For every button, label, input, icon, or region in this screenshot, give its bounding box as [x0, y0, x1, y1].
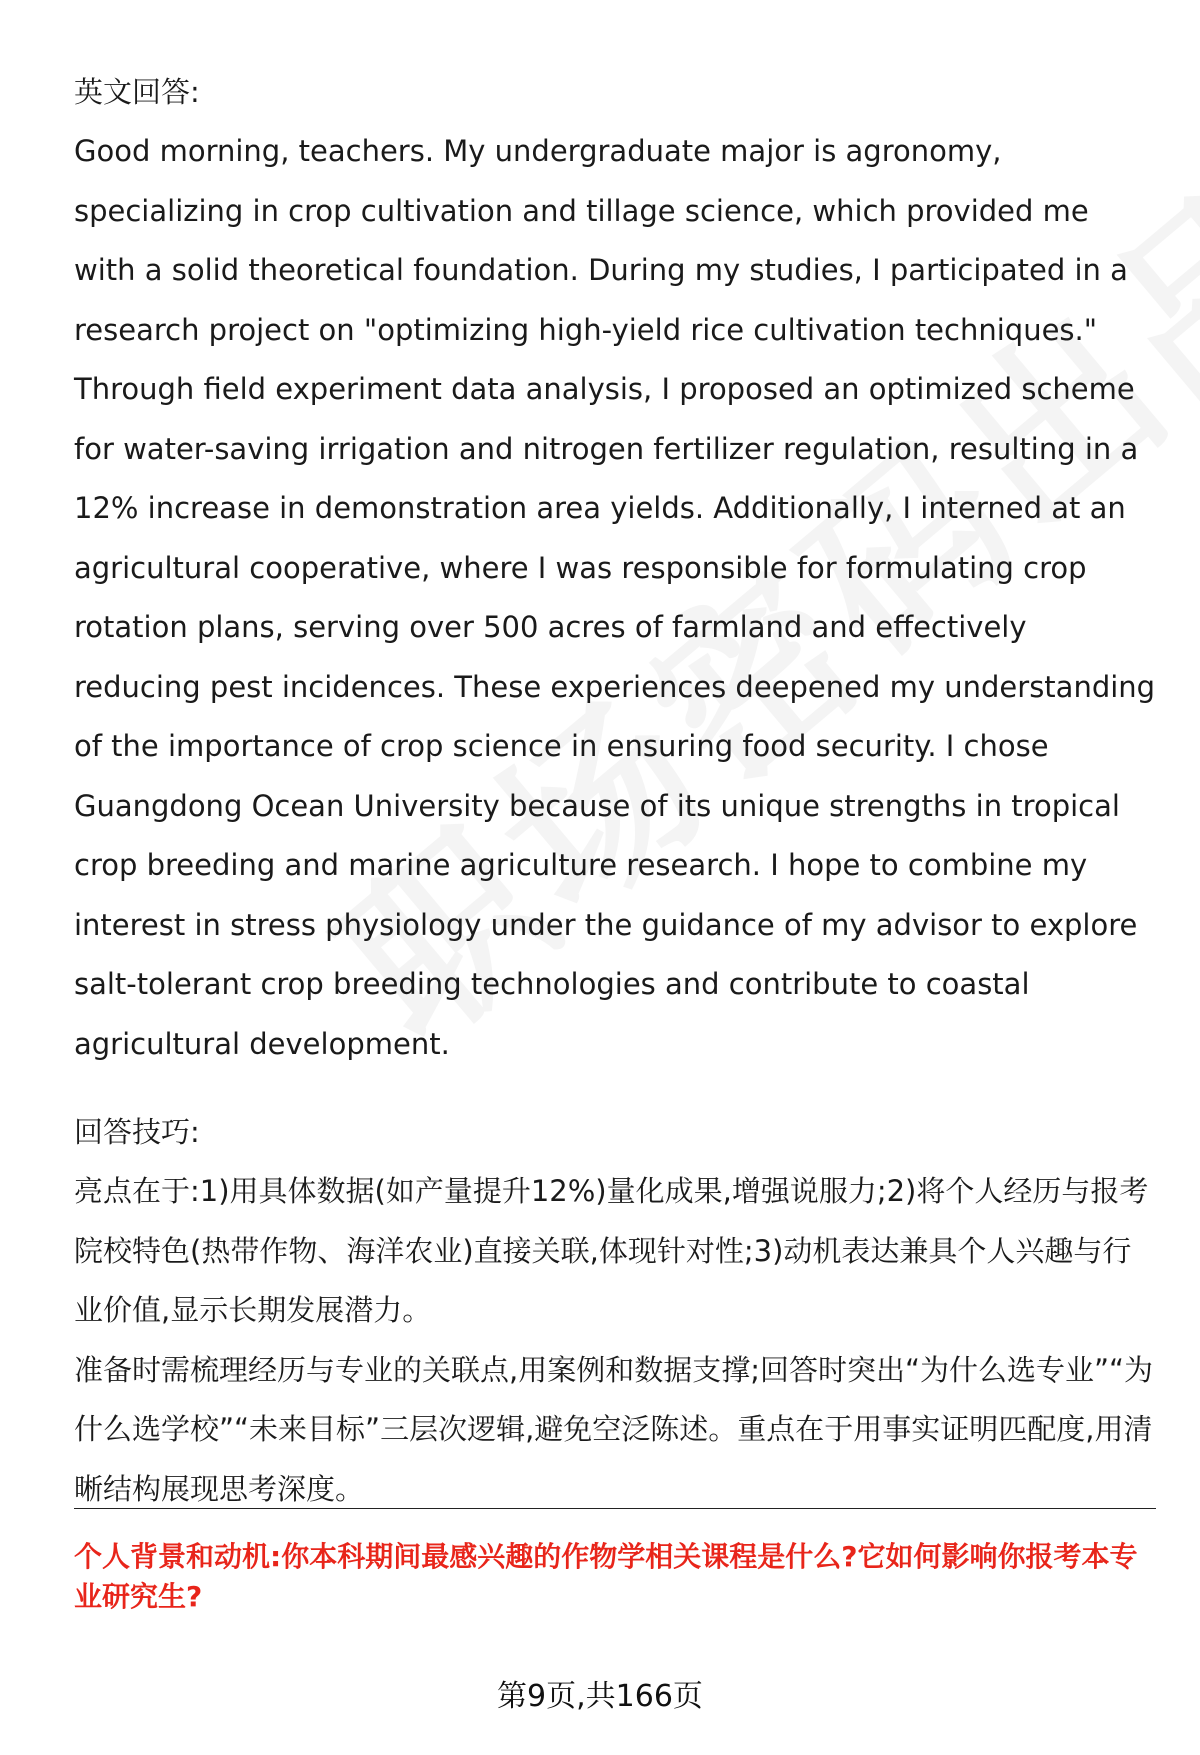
tips-section-label: 回答技巧:	[74, 1115, 200, 1149]
next-question-heading: 个人背景和动机:你本科期间最感兴趣的作物学相关课程是什么?它如何影响你报考本专业研究生?	[74, 1540, 1138, 1613]
page-content	[74, 62, 1158, 1519]
answer-body-text: Good morning, teachers. My undergraduate major is agronomy, specializing in crop cultivation and tillage science, which provided me with a solid theoretical foundation. During my studies, I participated in a research project on "optimizing high-yield rice cultivation techniques." Through field experiment data analysis, I proposed an optimized scheme for water-saving irrigation and nitrogen fertilizer regulation, resulting in a 12% increase in demonstration area yields. Additionally, I interned at an agricultural cooperative, where I was responsible for formulating crop rotation plans, serving over 500 acres of farmland and effectively reducing pest incidences. These experiences deepened my understanding of the importance of crop science in ensuring food security. I chose Guangdong Ocean University because of its unique strengths in tropical crop breeding and marine agriculture research. I hope to combine my interest in stress physiology under the guidance of my advisor to explore salt-tolerant crop breeding technologies and contribute to coastal agricultural development.	[74, 134, 1156, 1061]
section-divider	[74, 1508, 1156, 1509]
answer-section-label: 英文回答:	[74, 75, 200, 109]
tip-paragraph-preparation: 准备时需梳理经历与专业的关联点,用案例和数据支撑;回答时突出“为什么选专业”“为什么选学校”“未来目标”三层次逻辑,避免空泛陈述。重点在于用事实证明匹配度,用清晰结构展现思考深度。	[74, 1352, 1154, 1506]
tip-paragraph-highlights: 亮点在于:1)用具体数据(如产量提升12%)量化成果,增强说服力;2)将个人经历与报考院校特色(热带作物、海洋农业)直接关联,体现针对性;3)动机表达兼具个人兴趣与行业价值,显示长期发展潜力。	[74, 1174, 1149, 1327]
page-number-footer: 第9页,共166页	[497, 1679, 703, 1714]
